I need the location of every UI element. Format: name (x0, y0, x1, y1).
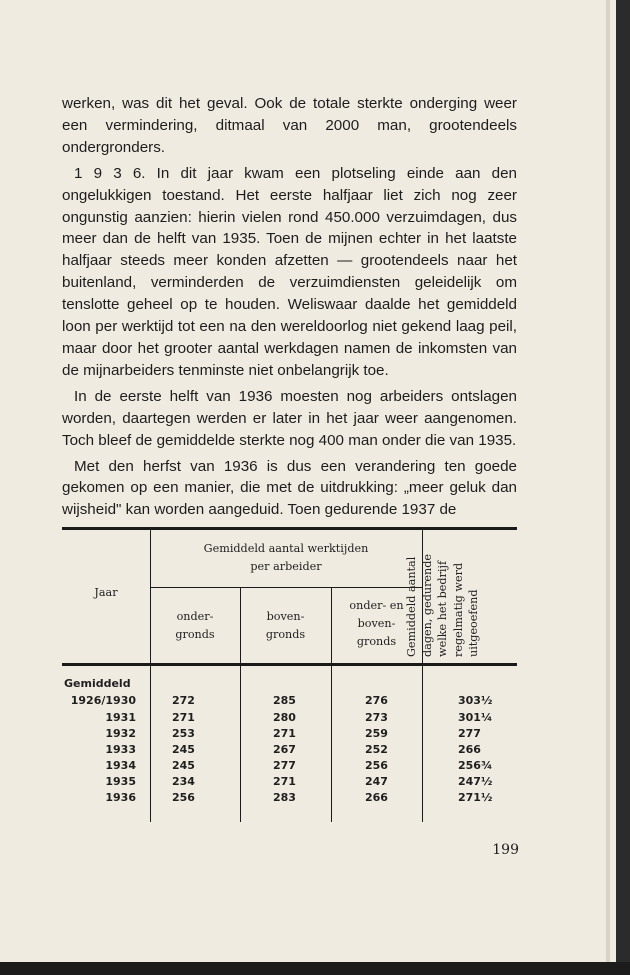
body-text (62, 93, 517, 525)
paragraph: In de eerste helft van 1936 moesten nog arbeiders ontslagen worden, daartegen werden er later in het jaar weer aangenomen. Toch bleef de gemiddelde sterkte nog 400 man onder die van 1935. (62, 387, 517, 449)
paragraph: werken, was dit het geval. Ook de totale sterkte onderging weer een vermindering, ditmaal van 2000 man, grootendeels ondergronders. (62, 95, 517, 156)
col-header-onder: onder- gronds (175, 610, 215, 641)
page-number: 199 (492, 842, 519, 858)
group-header: Gemiddeld aantal werktijden per arbeider (203, 542, 369, 573)
paragraph: Met den herfst van 1936 is dus een verandering ten goede gekomen op een manier, die met de uitdrukking: „meer geluk dan wijsheid" kan worden aangeduid. Toen gedurende 1937 de (62, 457, 517, 519)
page-edge (606, 0, 610, 962)
group-header-rule (150, 587, 422, 588)
scan-border (0, 962, 630, 975)
divider (331, 666, 332, 822)
year-header: Jaar (94, 586, 118, 599)
divider (240, 666, 241, 822)
table-header-rule (62, 663, 517, 666)
paragraph: 1 9 3 6. In dit jaar kwam een plotseling einde aan den ongelukkigen toestand. Het eerste halfjaar liet zich nog zeer ongunstig aanzien: hierin vielen rond 450.000 verzuimdagen, dus meer dan de helft van 1935. Toen de mijnen echter in het laatste halfjaar steeds meer konden afzetten — grootendeels naar het buitenland, verminderden de verzuimdiensten geleidelijk om tenslotte geheel op te houden. Weliswaar daalde het gemiddeld loon per werktijd tot een na den wereldoorlog niet gekend laag peil, maar door het grooter aantal werkdagen namen de inkomsten van de mijnarbeiders tenminste niet onbelangrijk toe. (62, 164, 517, 379)
col-header-onder-boven: onder- en boven- gronds (349, 599, 404, 648)
col-header-boven: boven- gronds (265, 610, 306, 641)
col-header-dagen: Gemiddeld aantal dagen, gedurende welke het bedrijf regelmatig werd uitgeoefend (405, 553, 480, 657)
statistics-table: Jaar Gemiddeld aantal werktijden per arbeider onder- gronds boven- gronds onder- en boven- gronds Gemiddeld aantal dagen, gedurende welke het bedrijf regelmatig werd uitgeoefend Gemiddeld 1926/1930 272 285 276 303½ 1931 271 280 273 301¼ 1932 253 271 259 277 1933 245 267 252 266 1934 245 277 256 256¾ 1935 234 271 247 247½ 1936 256 283 266 271½ (62, 527, 517, 822)
gemiddeld-label: Gemiddeld (64, 677, 131, 690)
